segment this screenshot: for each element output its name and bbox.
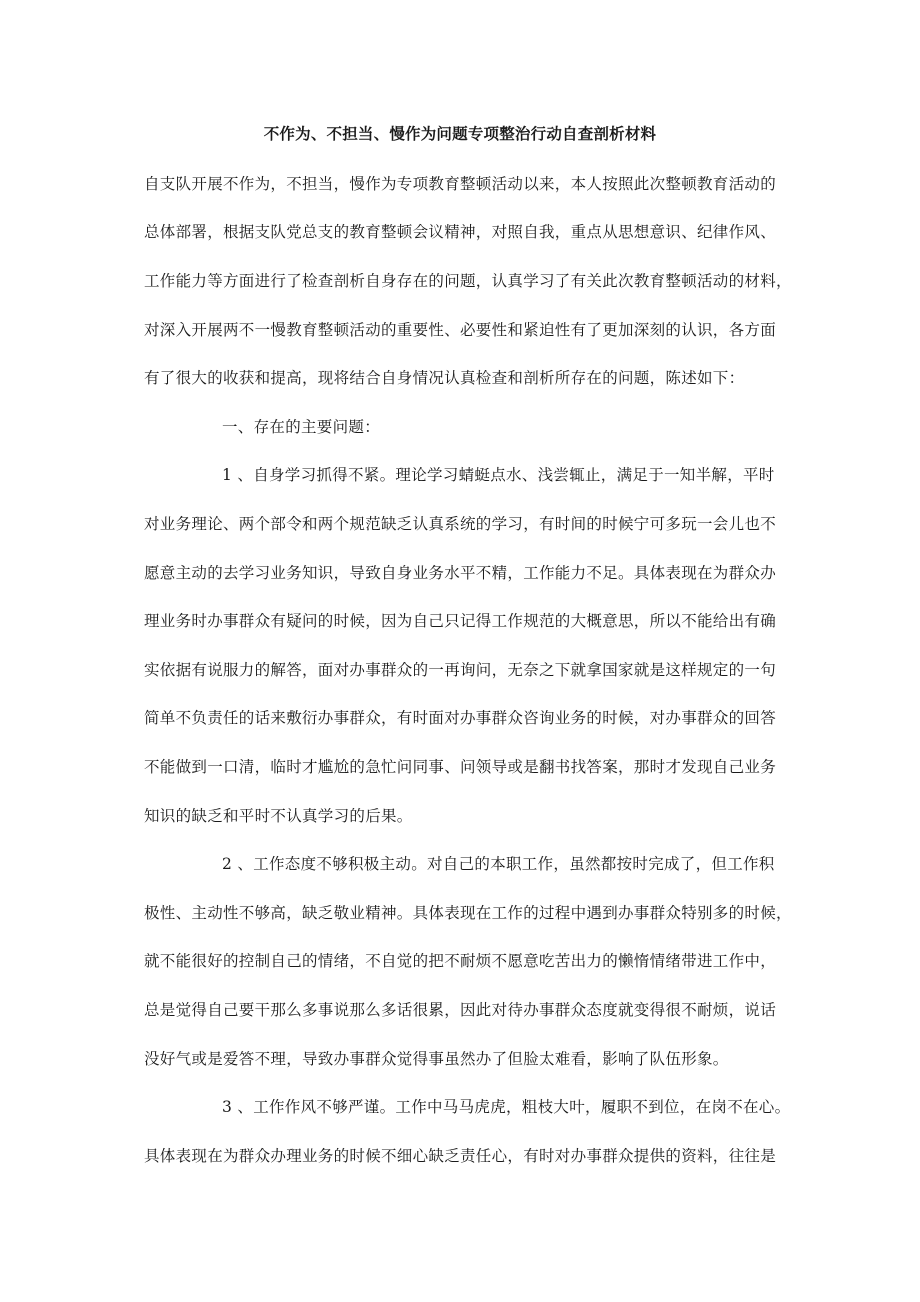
body-line: 实依据有说服力的解答，面对办事群众的一再询问，无奈之下就拿国家就是这样规定的一句 — [144, 661, 777, 679]
body-line: 有了很大的收获和提高，现将结合自身情况认真检查和剖析所存在的问题，陈述如下： — [144, 369, 745, 387]
body-line: 理业务时办事群众有疑问的时候，因为自己只记得工作规范的大概意思，所以不能给出有确 — [144, 612, 777, 630]
body-line: 对深入开展两不一慢教育整顿活动的重要性、必要性和紧迫性有了更加深刻的认识，各方面 — [144, 321, 777, 339]
paragraph-start-line: 3 、工作作风不够严谨。工作中马马虎虎，粗枝大叶，履职不到位，在岗不在心。 — [222, 1098, 791, 1116]
body-line: 对业务理论、两个部令和两个规范缺乏认真系统的学习，有时间的时候宁可多玩一会儿也不 — [144, 515, 777, 533]
body-line: 工作能力等方面进行了检查剖析自身存在的问题，认真学习了有关此次教育整顿活动的材料， — [144, 272, 792, 290]
body-line: 知识的缺乏和平时不认真学习的后果。 — [144, 807, 413, 825]
body-line: 就不能很好的控制自己的情绪，不自觉的把不耐烦不愿意吃苦出力的懒惰情绪带进工作中， — [144, 952, 777, 970]
body-line: 自支队开展不作为，不担当，慢作为专项教育整顿活动以来，本人按照此次整顿教育活动的 — [144, 175, 777, 193]
body-line: 不能做到一口清，临时才尴尬的急忙问同事、问领导或是翻书找答案，那时才发现自己业务 — [144, 758, 777, 776]
paragraph-start-line: 2 、工作态度不够积极主动。对自己的本职工作，虽然都按时完成了，但工作积 — [222, 855, 775, 873]
body-line: 总体部署，根据支队党总支的教育整顿会议精神，对照自我，重点从思想意识、纪律作风、 — [144, 223, 777, 241]
section-heading: 一、存在的主要问题： — [222, 418, 381, 436]
document-title: 不作为、不担当、慢作为问题专项整治行动自查剖析材料 — [263, 125, 657, 143]
body-line: 没好气或是爱答不理，导致办事群众觉得事虽然办了但脸太难看，影响了队伍形象。 — [144, 1050, 729, 1068]
body-line: 极性、主动性不够高，缺乏敬业精神。具体表现在工作的过程中遇到办事群众特别多的时候， — [144, 904, 792, 922]
body-line: 总是觉得自己要干那么多事说那么多话很累，因此对待办事群众态度就变得很不耐烦，说话 — [144, 1001, 777, 1019]
paragraph-start-line: 1 、自身学习抓得不紧。理论学习蜻蜓点水、浅尝辄止，满足于一知半解，平时 — [222, 466, 775, 484]
body-line: 愿意主动的去学习业务知识，导致自身业务水平不精，工作能力不足。具体表现在为群众办 — [144, 564, 777, 582]
body-line: 简单不负责任的话来敷衍办事群众，有时面对办事群众咨询业务的时候，对办事群众的回答 — [144, 709, 777, 727]
body-line: 具体表现在为群众办理业务的时候不细心缺乏责任心，有时对办事群众提供的资料，往往是 — [144, 1147, 777, 1165]
